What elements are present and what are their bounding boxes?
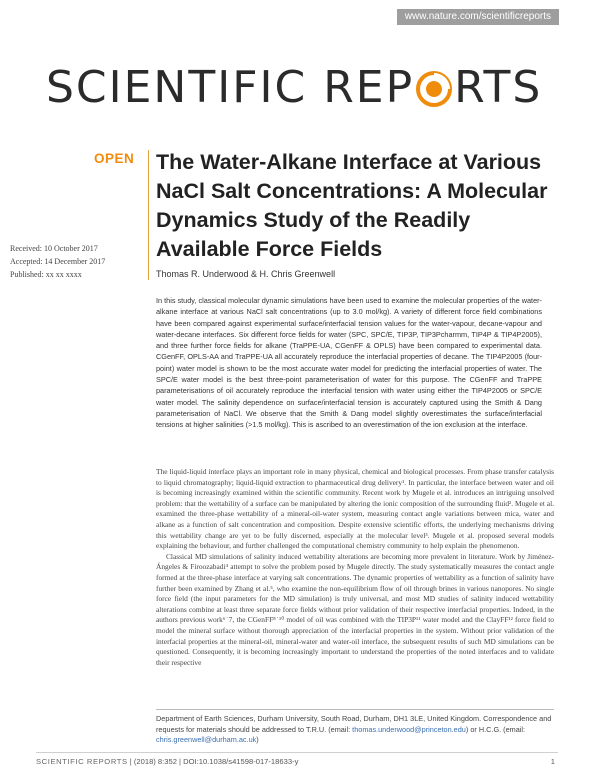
open-access-label: OPEN (94, 151, 135, 166)
affiliation-mid: ) or H.C.G. (email: (465, 724, 526, 734)
accepted-date: Accepted: 14 December 2017 (10, 257, 106, 266)
received-date: Received: 10 October 2017 (10, 244, 98, 253)
article-title: The Water-Alkane Interface at Various NaCl Salt Concentrations: A Molecular Dynamics Study of the Readily Available Force Fields (156, 150, 548, 261)
body-paragraph-1: The liquid-liquid interface plays an important role in many physical, chemical and biological processes. From phase transfer catalysis to liquid chromatography; liquid-liquid extraction to pharmaceutical drug delivery¹. In particular, the interface between water and oil is becoming increasingly examined within the scientific community. Recent work by Mugele et al. introduces an intriguing unsolved problem: that the wettability of a surface can be manipulated by altering the ionic composition of the surrounding fluid². Mugele et al. examined the three-phase wettability of a mineral-oil-water system, measuring contact angle variations between mica, water and alkane as a function of salt concentration and composition. Despite extensive scientific efforts, the underlying mechanisms driving this wettability change are yet to be fully discerned, especially at the molecular level³. Mugele et al. proposed several models explaining the behaviour, and further challenged the computational chemistry community to help explain the phenomenon. (156, 467, 554, 551)
published-date: Published: xx xx xxxx (10, 270, 82, 279)
article-authors: Thomas R. Underwood & H. Chris Greenwell (156, 269, 336, 279)
footer-citation: | (2018) 8:352 | DOI:10.1038/s41598-017-18633-y (127, 757, 299, 766)
article-dates (10, 242, 150, 281)
footer-divider (36, 752, 558, 753)
author-affiliation (156, 714, 554, 746)
affiliation-end: ) (256, 735, 259, 744)
email-link-greenwell[interactable]: chris.greenwell@durham.ac.uk (156, 735, 257, 744)
article-abstract: In this study, classical molecular dynamic simulations have been used to examine the molecular properties of the water-alkane interface at various NaCl salt concentrations (up to 3.0 mol/kg). A variety of different force field combinations have been compared against experimental surface/interfacial tension values for the water-vapour, decane-vapour and water-decane interfaces. Six different force fields for water (SPC, SPC/E, TIP3P, TIP3Pcharmm, TIP4P & TIP4P2005), and three further force fields for alkane (TraPPE-UA, CGenFF & OPLS) have been compared to experimental data. CGenFF, OPLS-AA and TraPPE-UA all accurately reproduce the interfacial properties of decane. The TIP4P2005 (four-point) water model is shown to be the most accurate water model for predicting the interfacial properties of water. The SPC/E water model is the best three-point parameterisation of water for this purpose. The CGenFF and TraPPE parameterisations of oil accurately reproduce the interfacial tension with water using either the TIP4P2005 or SPC/E water model. The salinity dependence on surface/interfacial tension is accurately captured using the Smith & Dang parameterisation of NaCl. We observe that the Smith & Dang model slightly overestimates the surface/interfacial tensions at higher salinities (>1.5 mol/kg). This is ascribed to an overestimation of the ion exclusion at the interface. (156, 296, 542, 430)
masthead-left: SCIENTIFIC REP (46, 62, 415, 113)
masthead-o-logo-icon (415, 68, 453, 106)
top-bar (0, 0, 595, 28)
journal-url[interactable]: www.nature.com/scientificreports (397, 9, 559, 25)
page-footer (36, 757, 298, 766)
article-body (156, 467, 554, 668)
email-link-underwood[interactable]: thomas.underwood@princeton.edu (352, 724, 466, 734)
affiliation-text: Department of Earth Sciences, Durham University, South Road, Durham, DH1 3LE, United Kingdom. Correspondence and requests for materials should be addressed to T.R.U. (email: (156, 714, 552, 734)
masthead-right: RTS (454, 62, 543, 113)
affiliation-divider (156, 709, 554, 710)
page-number: 1 (550, 757, 555, 766)
body-paragraph-2: Classical MD simulations of salinity induced wettability alterations are becoming more prevalent in literature. Work by Jiménez-Ángeles & Firoozabadi⁴ attempt to solve the problem posed by Mugele directly. The study systematically measures the contact angle formed at the three-phase interface at varying salt concentrations. The dynamic properties of wettability as a function of salinity have further been examined by Zhang et al.⁵, who examine the non-equilibrium flow of oil through brines in various nanopores. No single force field (the input parameters for the MD simulation) is truly universal, and most MD studies of salinity induced wettability alterations combine at least three separate force fields without prior validation of their respective interfacial properties. Indeed, in the authors previous work⁶˙7, the CGenFF⁸˙¹⁰ model of oil was combined with the TIP3P¹¹ water model and the ClayFF¹² force field to model the mineral surface without thorough appreciation of the interfacial properties in the system. Without prior validation of the interfacial properties at the mineral-oil, mineral-water and water-oil interface, the subsequent results of such MD simulations can be questioned. Consequently, it is becoming increasingly important to understand the properties of the noted interfaces and to validate their respective (156, 551, 554, 667)
journal-masthead (46, 62, 556, 114)
footer-journal: SCIENTIFIC REPORTS (36, 757, 128, 766)
